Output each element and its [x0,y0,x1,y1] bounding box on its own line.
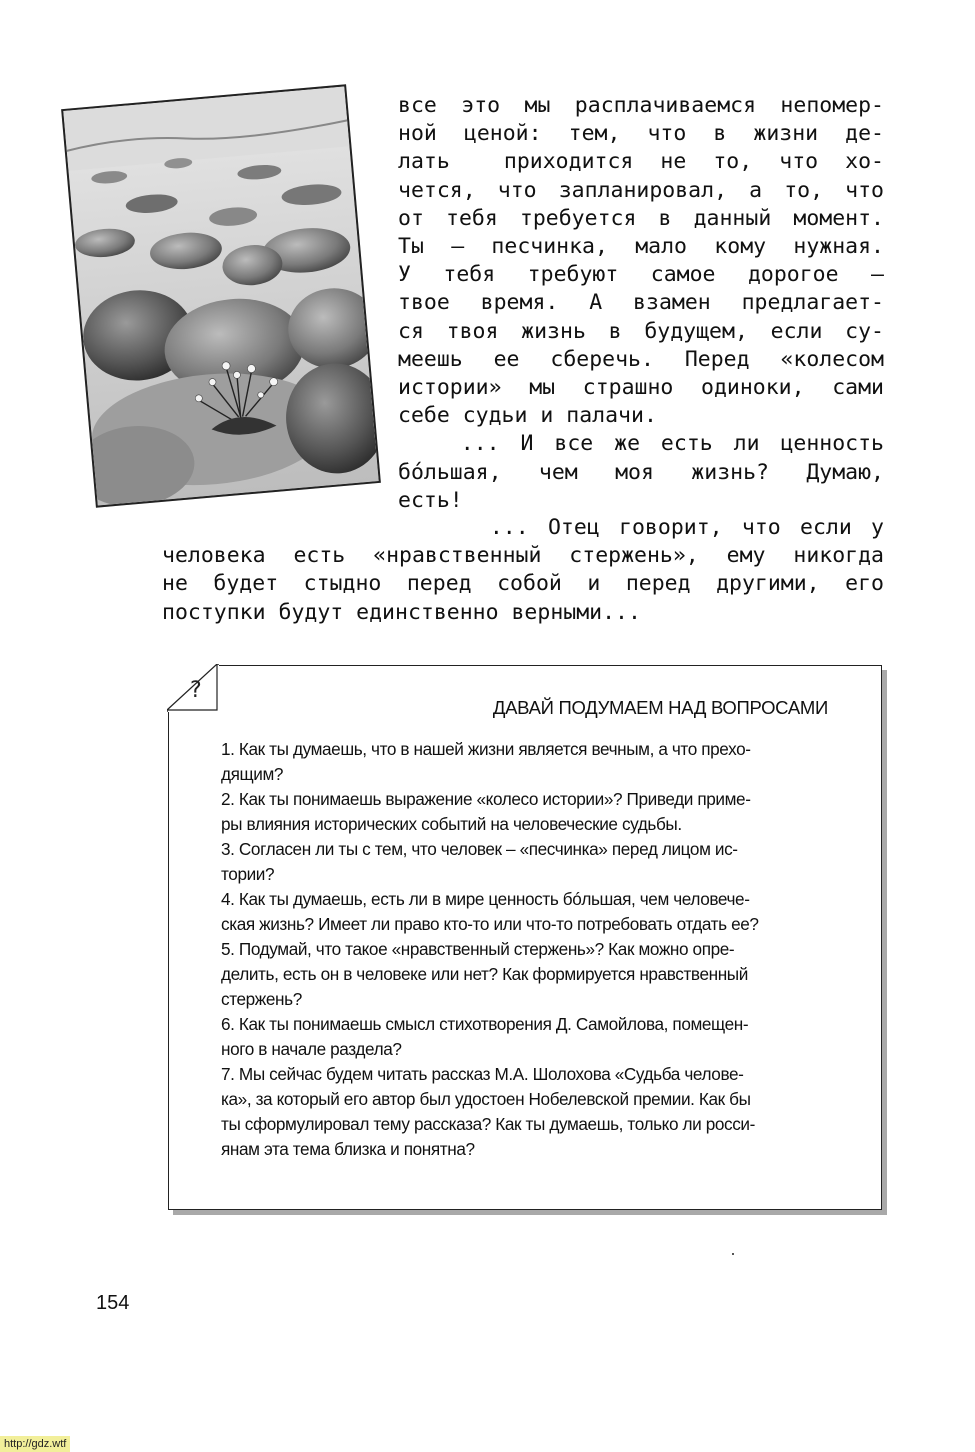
question-line: 5. Подумай, что такое «нравственный стержень»? Как можно опре- [221,939,735,959]
text-line: ся твоя жизнь в будущем, если су- [398,318,884,344]
text-line: лать приходится не то, что хо- [398,149,884,175]
watermark-link[interactable]: http://gdz.wtf [0,1436,70,1452]
question-line: 3. Согласен ли ты с тем, что человек – «песчинка» перед лицом ис- [221,839,738,859]
question-line: стержень? [221,989,302,1009]
question-line: 7. Мы сейчас будем читать рассказ М.А. Шолохова «Судьба челове- [221,1064,744,1084]
text-line: меешь ее сберечь. Перед «колесом [398,346,884,372]
question-line: ская жизнь? Имеет ли право кто-то или что-то потребовать отдать ее? [221,914,759,934]
text-line: чется, что запланировал, а то, что [398,177,884,203]
question-line: 1. Как ты думаешь, что в нашей жизни является вечным, а что прехо- [221,739,751,759]
page-number: 154 [96,1292,130,1314]
text-line: бóльшая, чем моя жизнь? Думаю, [398,459,884,485]
question-line: янам эта тема близка и понятна? [221,1139,475,1159]
question-line: тории? [221,864,275,884]
question-line: 2. Как ты понимаешь выражение «колесо истории»? Приведи приме- [221,789,751,809]
text-line: не будет стыдно перед собой и перед другими, его [162,571,884,597]
question-line: делить, есть он в человеке или нет? Как формируется нравственный [221,964,748,984]
text-line: себе судьи и палачи. [398,403,657,429]
text-line: ной ценой: тем, что в жизни де- [398,121,884,147]
question-mark-icon: ? [190,678,202,703]
text-line: поступки будут единственно верными... [162,599,641,625]
rocks-flowers-photo [61,84,381,507]
question-line: 4. Как ты думаешь, есть ли в мире ценность бóльшая, чем человече- [221,889,750,909]
question-line: ры влияния исторических событий на человеческие судьбы. [221,814,682,834]
text-line: ... И все же есть ли ценность [398,431,884,457]
photo-image [63,86,378,505]
question-line: ка», за который его автор был удостоен Нобелевской премии. Как бы [221,1089,751,1109]
right-column-text [398,92,884,515]
text-line: от тебя требуется в данный момент. [398,205,884,231]
full-width-text [162,514,884,627]
stray-dot [732,1253,734,1255]
text-line: есть! [398,487,463,513]
text-line: ... Отец говорит, что если у [162,515,884,540]
questions-title: ДАВАЙ ПОДУМАЕМ НАД ВОПРОСАМИ [492,697,828,718]
question-line: ты сформулировал тему рассказа? Как ты думаешь, только ли росси- [221,1114,755,1134]
text-line: У тебя требуют самое дорогое – [398,262,884,288]
question-line: дящим? [221,764,284,784]
text-line: все это мы расплачиваемся непомер- [398,93,884,118]
question-line: ного в начале раздела? [221,1039,402,1059]
text-line: человека есть «нравственный стержень», ему никогда [162,543,884,569]
questions-list [221,737,831,1162]
text-line: твое время. А взамен предлагает- [398,290,884,316]
question-line: 6. Как ты понимаешь смысл стихотворения Д. Самойлова, помещен- [221,1014,749,1034]
text-line: истории» мы страшно одиноки, сами [398,375,884,401]
text-line: Ты – песчинка, мало кому нужная. [398,234,884,260]
